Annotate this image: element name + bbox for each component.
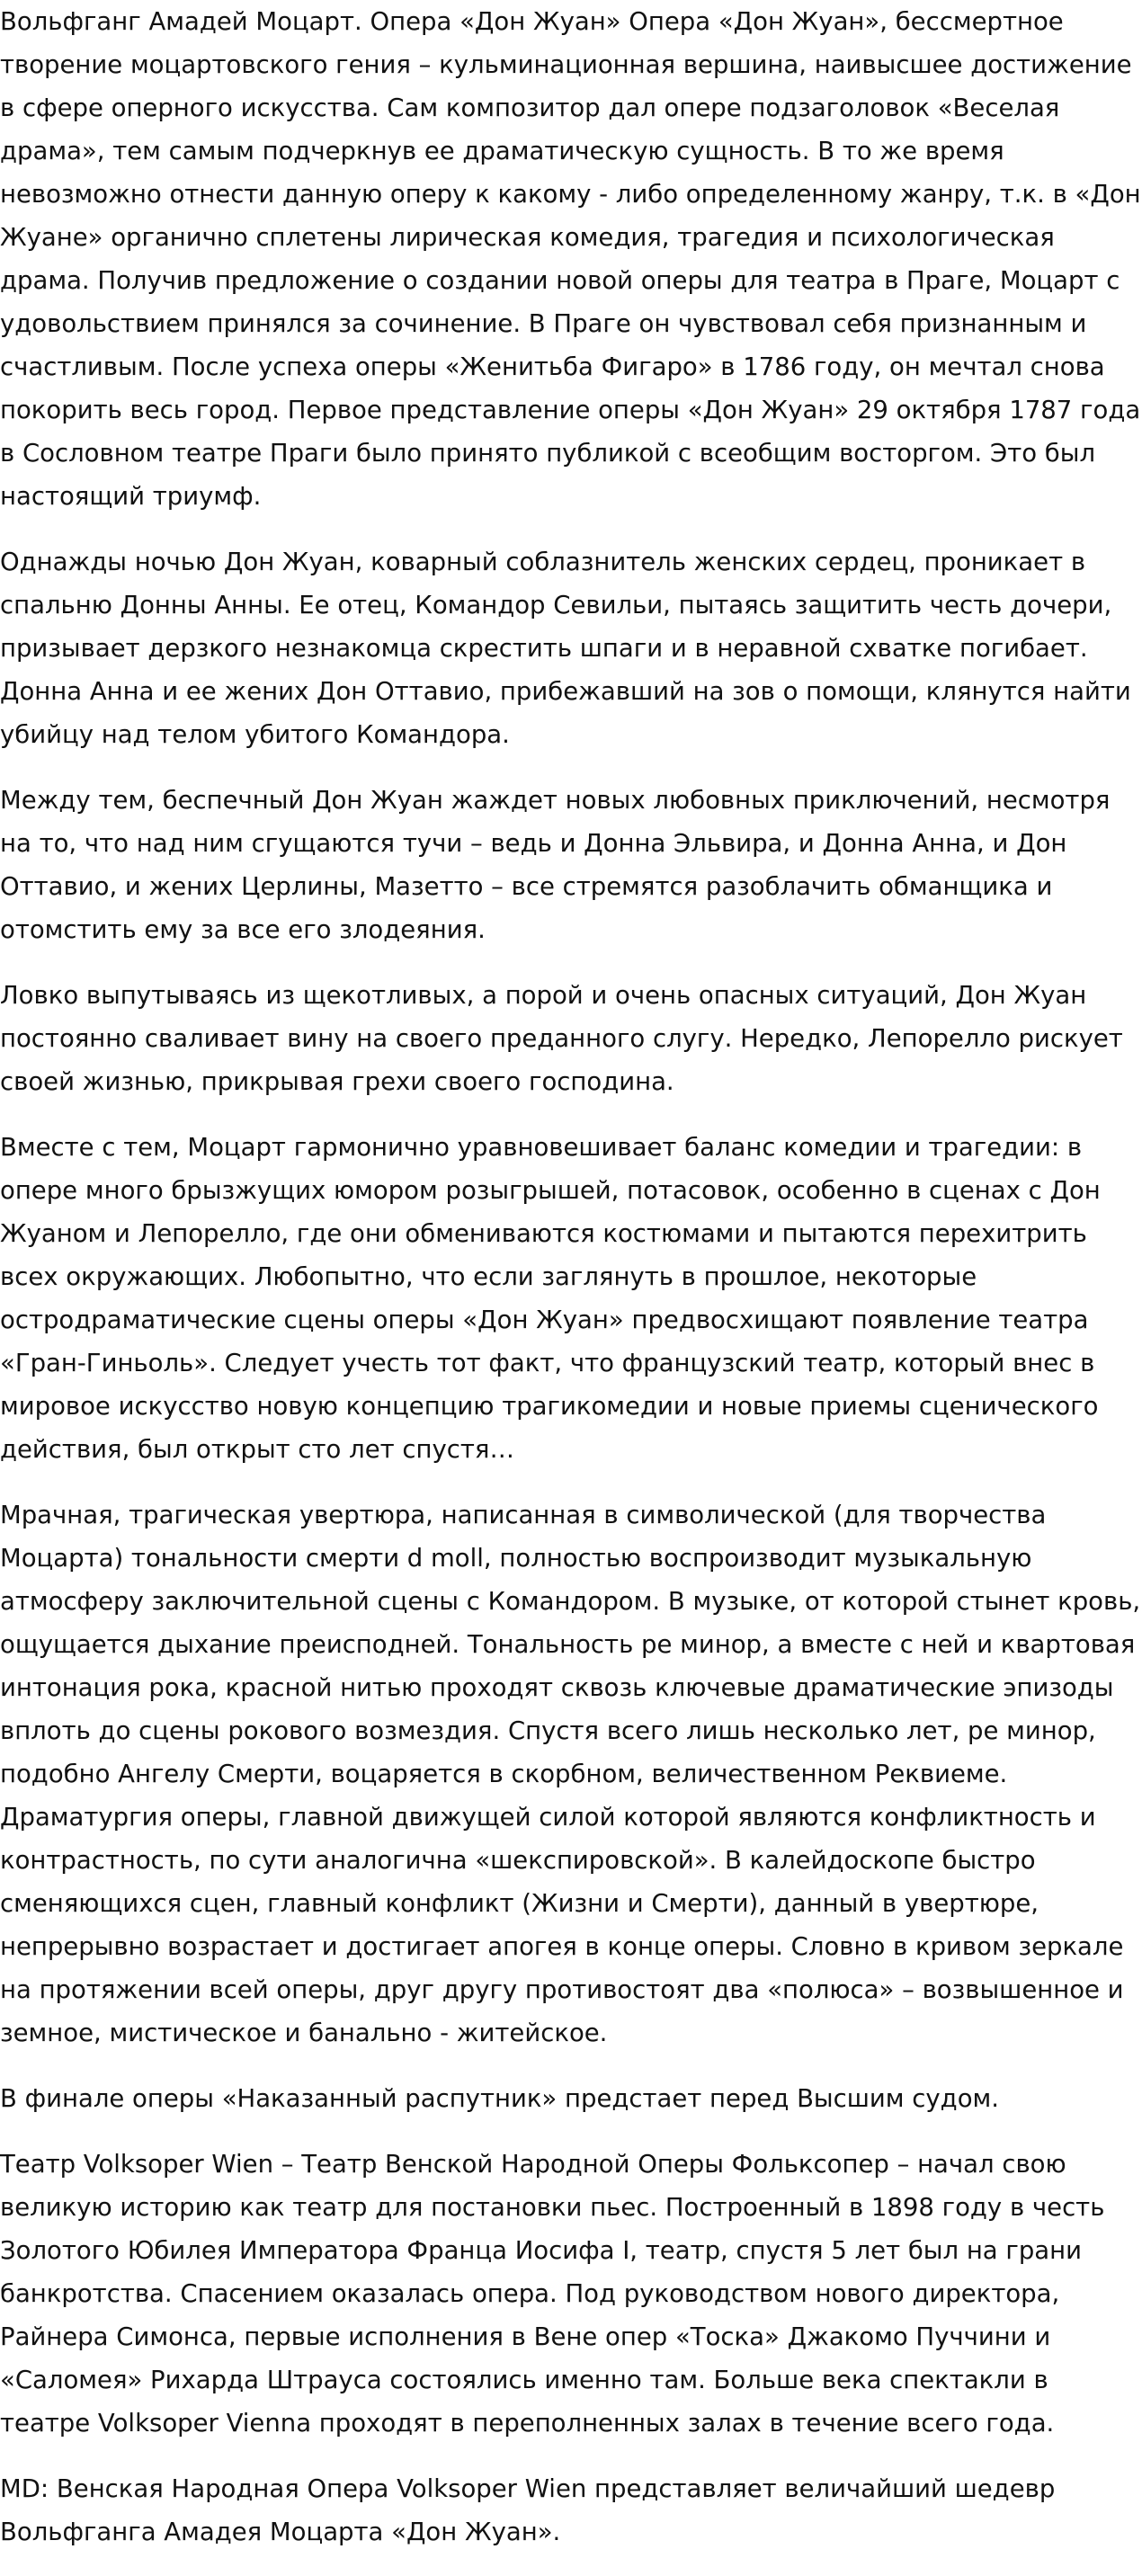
paragraph-finale: В финале оперы «Наказанный распутник» предстает перед Высшим судом. xyxy=(0,2084,1000,2113)
paragraph-pursuit: Между тем, беспечный Дон Жуан жаждет новых любовных приключений, несмотря на то, что над ним сгущаются тучи – ведь и Донна Эльвира, и Донна Анна, и Дон Оттавио, и жених Церлины, Мазетто – все стремятся разоблачить обманщика и отомстить ему за все его злодеяния. xyxy=(0,786,1111,944)
paragraph-overture: Мрачная, трагическая увертюра, написанная в символической (для творчества Моцарта) тональности смерти d moll, полностью воспроизводит музыкальную атмосферу заключительной сцены с Командором. В музыке, от которой стынет кровь, ощущается дыхание преисподней. Тональность ре минор, а вместе с ней и квартовая интонация рока, красной нитью проходят сквозь ключевые драматические эпизоды вплоть до сцены рокового возмездия. Спустя всего лишь несколько лет, ре минор, подобно Ангелу Смерти, воцаряется в скорбном, величественном Реквиеме. Драматургия оперы, главной движущей силой которой являются конфликтность и контрастность, по сути аналогична «шекспировской». В калейдоскопе быстро сменяющихся сцен, главный конфликт (Жизни и Смерти), данный в увертюре, непрерывно возрастает и достигает апогея в конце оперы. Словно в кривом зеркале на протяжении всей оперы, друг другу противостоят два «полюса» – возвышенное и земное, мистическое и банально - житейское. xyxy=(0,1501,1141,2047)
paragraph-leporello: Ловко выпутываясь из щекотливых, а порой и очень опасных ситуаций, Дон Жуан постоянно сваливает вину на своего преданного слугу. Нередко, Лепорелло рискует своей жизнью, прикрывая грехи своего господина. xyxy=(0,981,1123,1096)
paragraph-intro: Вольфганг Амадей Моцарт. Опера «Дон Жуан» Опера «Дон Жуан», бессмертное творение моцартовского гения – кульминационная вершина, наивысшее достижение в сфере оперного искусства. Сам композитор дал опере подзаголовок «Веселая драма», тем самым подчеркнув ее драматическую сущность. В то же время невозможно отнести данную оперу к какому - либо определенному жанру, т.к. в «Дон Жуане» органично сплетены лирическая комедия, трагедия и психологическая драма. Получив предложение о создании новой оперы для театра в Праге, Моцарт с удовольствием принялся за сочинение. В Праге он чувствовал себя признанным и счастливым. После успеха оперы «Женитьба Фигаро» в 1786 году, он мечтал снова покорить весь город. Первое представление оперы «Дон Жуан» 29 октября 1787 года в Сословном театре Праги было принято публикой с всеобщим восторгом. Это был настоящий триумф. xyxy=(0,7,1141,511)
paragraph-volksoper: Театр Volksoper Wien – Театр Венской Народной Оперы Фольксопер – начал свою великую историю как театр для постановки пьес. Построенный в 1898 году в честь Золотого Юбилея Императора Франца Иосифа I, театр, спустя 5 лет был на грани банкротства. Спасением оказалась опера. Под руководством нового директора, Райнера Симонса, первые исполнения в Вене опер «Тоска» Джакомо Пуччини и «Саломея» Рихарда Штрауса состоялись именно там. Больше века спектакли в театре Volksoper Vienna проходят в переполненных залах в течение всего года. xyxy=(0,2150,1105,2438)
paragraph-plot-start: Однажды ночью Дон Жуан, коварный соблазнитель женских сердец, проникает в спальню Донны Анны. Ее отец, Командор Севильи, пытаясь защитить честь дочери, призывает дерзкого незнакомца скрестить шпаги и в неравной схватке погибает. Донна Анна и ее жених Дон Оттавио, прибежавший на зов о помощи, клянутся найти убийцу над телом убитого Командора. xyxy=(0,548,1131,749)
paragraph-md: MD: Венская Народная Опера Volksoper Wien представляет величайший шедевр Вольфганга Амадея Моцарта «Дон Жуан». xyxy=(0,2474,1056,2546)
paragraph-comedy-tragedy: Вместе с тем, Моцарт гармонично уравновешивает баланс комедии и трагедии: в опере много брызжущих юмором розыгрышей, потасовок, особенно в сценах с Дон Жуаном и Лепорелло, где они обмениваются костюмами и пытаются перехитрить всех окружающих. Любопытно, что если заглянуть в прошлое, некоторые остродраматические сцены оперы «Дон Жуан» предвосхищают появление театра «Гран-Гиньоль». Следует учесть тот факт, что французский театр, который внес в мировое искусство новую концепцию трагикомедии и новые приемы сценического действия, был открыт сто лет спустя… xyxy=(0,1133,1101,1464)
